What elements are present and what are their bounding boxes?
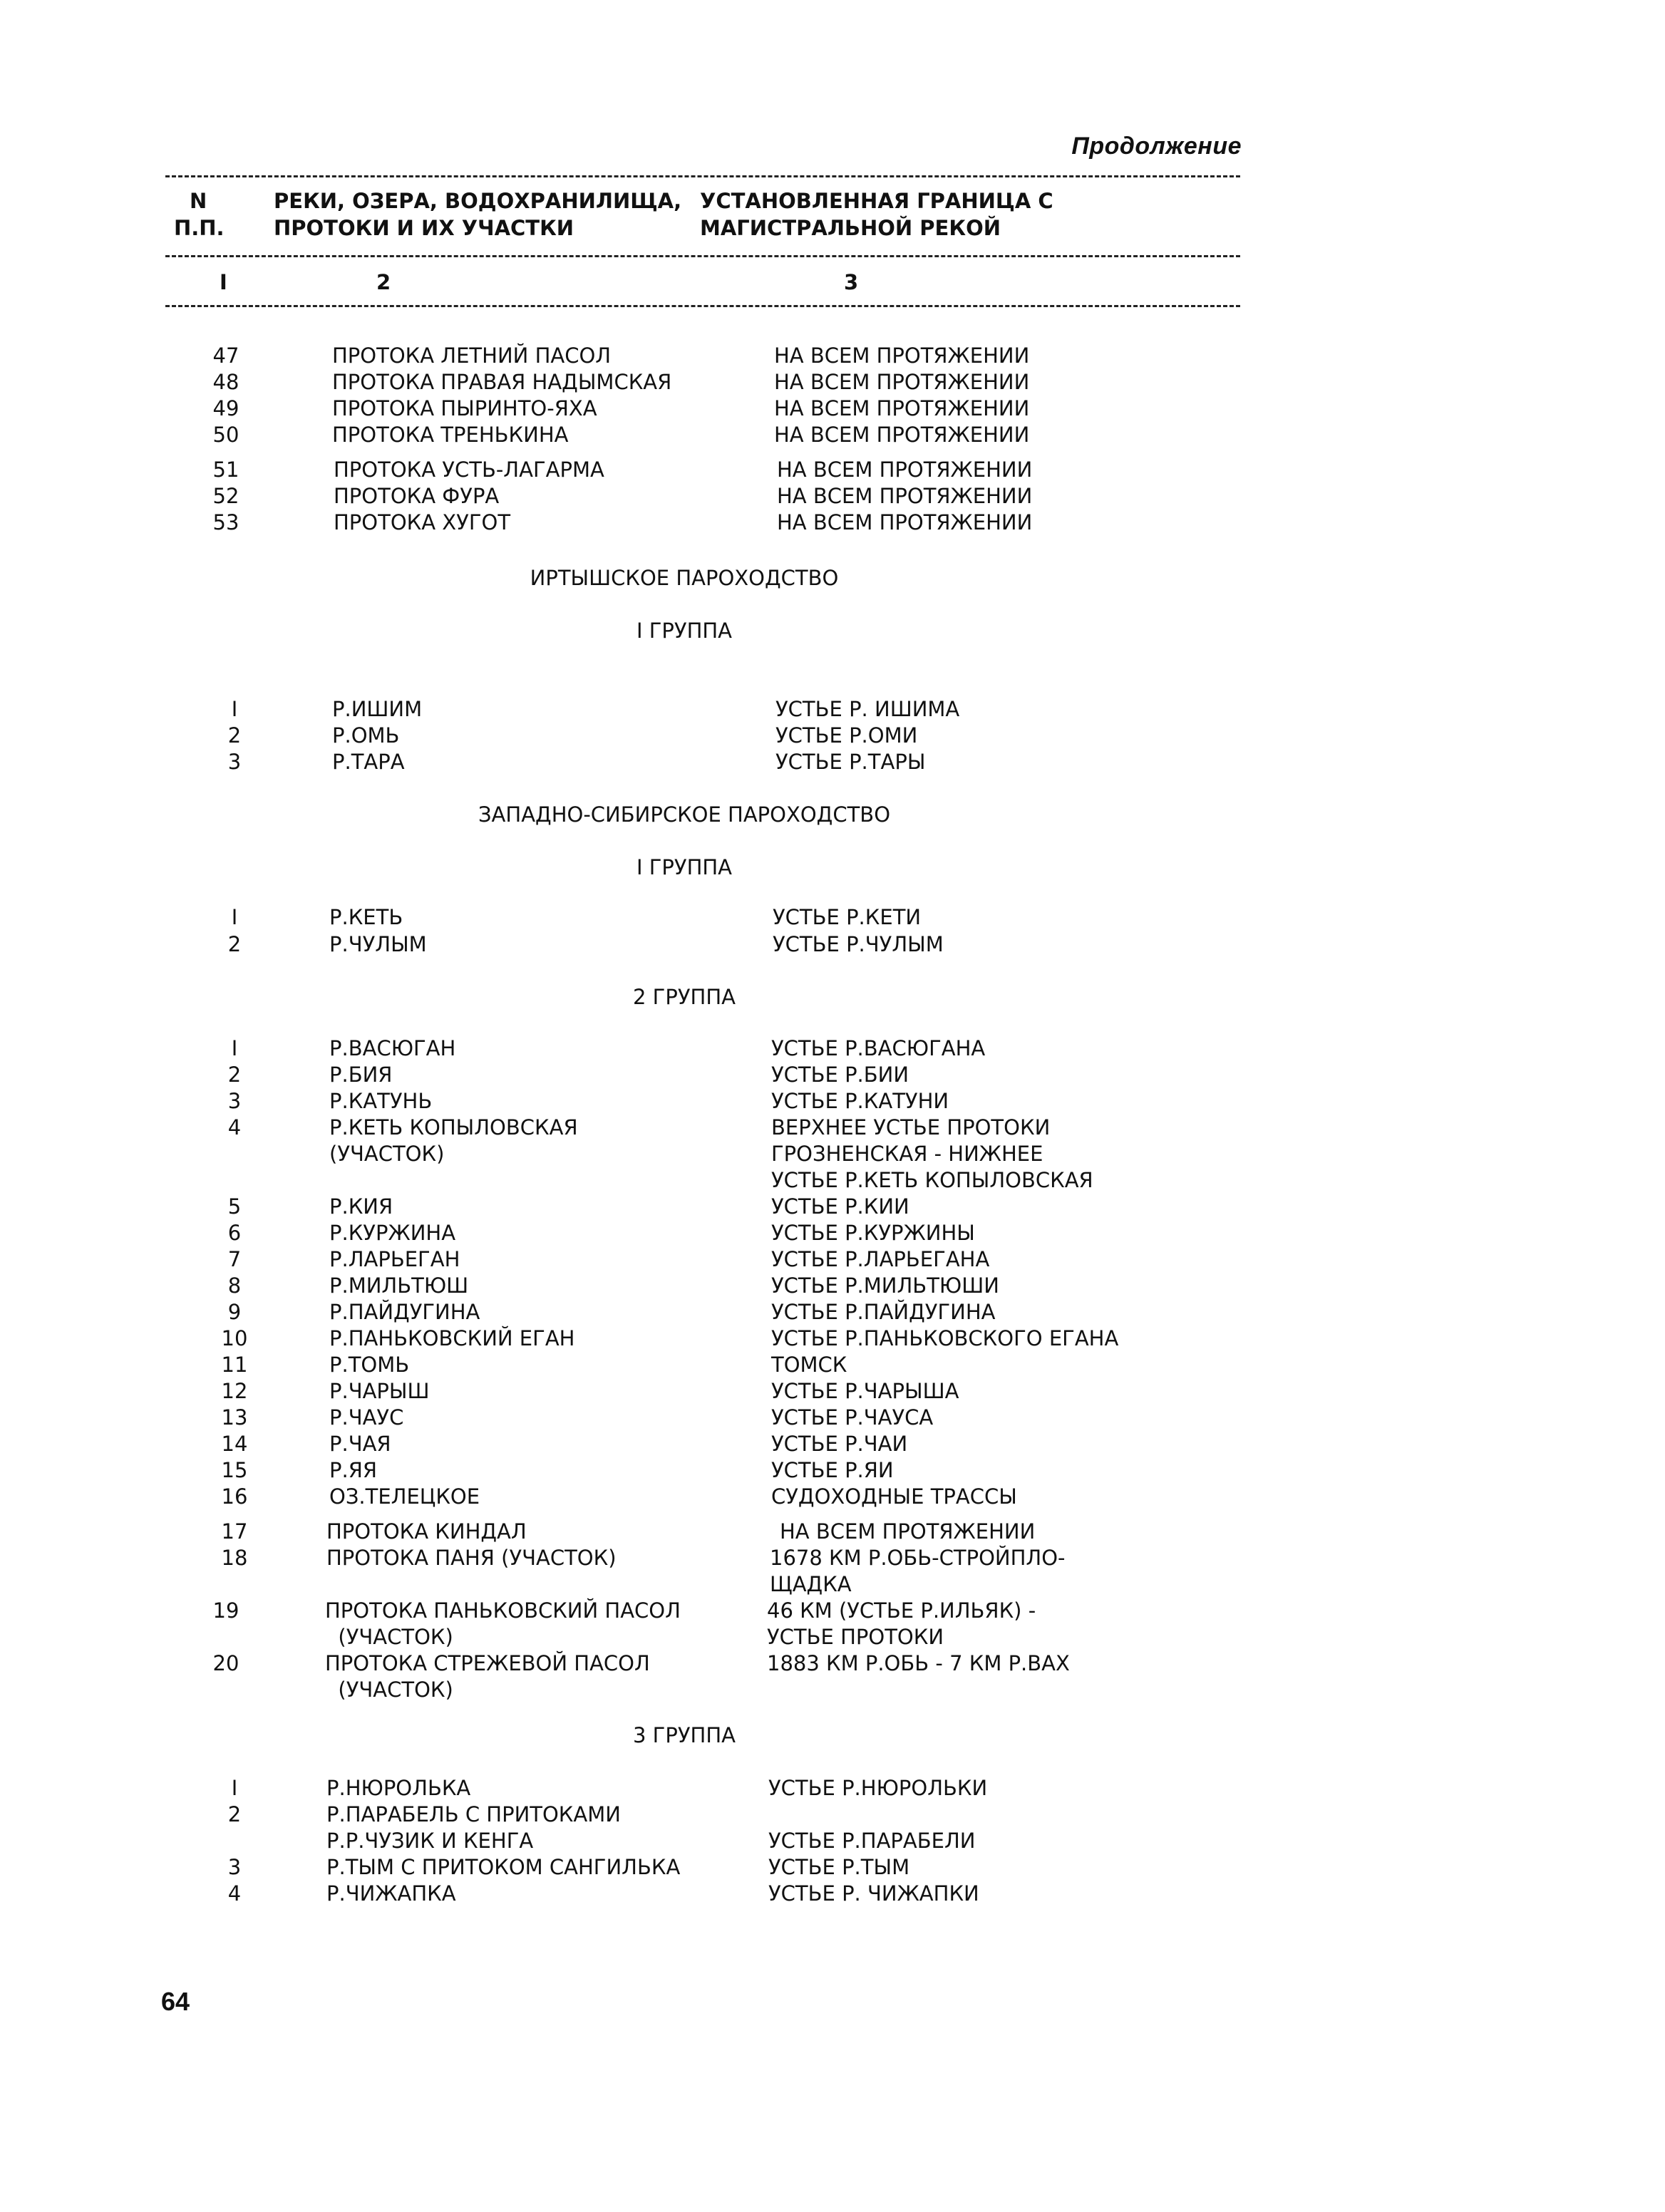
row-border: УСТЬЕ Р.КИИ: [771, 1194, 909, 1219]
row-border: УСТЬЕ Р.НЮРОЛЬКИ: [768, 1776, 988, 1800]
row-border: ГРОЗНЕНСКАЯ - НИЖНЕЕ: [771, 1142, 1043, 1166]
header-rule-top: [165, 175, 1240, 177]
row-name: Р.ЧИЖАПКА: [326, 1881, 456, 1906]
table-row: [0, 1518, 1665, 1545]
row-name: Р.КЕТЬ КОПЫЛОВСКАЯ: [329, 1115, 578, 1139]
row-number: 49: [212, 396, 239, 420]
row-border: НА ВСЕМ ПРОТЯЖЕНИИ: [774, 343, 1030, 368]
header-col2-number: 2: [376, 270, 391, 294]
row-number: 3: [227, 1855, 242, 1879]
row-border: УСТЬЕ Р.ПАНЬКОВСКОГО ЕГАНА: [771, 1326, 1119, 1350]
row-border: УСТЬЕ Р.БИИ: [771, 1063, 909, 1087]
row-number: 20: [212, 1651, 239, 1675]
row-border: СУДОХОДНЫЕ ТРАССЫ: [771, 1484, 1017, 1509]
row-name: Р.Р.ЧУЗИК И КЕНГА: [326, 1829, 534, 1853]
header-col2-line2: ПРОТОКИ И ИХ УЧАСТКИ: [274, 216, 574, 240]
row-number: 4: [227, 1881, 242, 1906]
row-border: УСТЬЕ Р. ИШИМА: [775, 697, 960, 721]
row-name: ПРОТОКА ТРЕНЬКИНА: [332, 423, 569, 447]
table-row: [0, 368, 1665, 396]
row-border: УСТЬЕ Р.ОМИ: [775, 723, 918, 748]
table-row: [0, 1774, 1665, 1802]
row-number: 15: [221, 1458, 248, 1482]
table-row: [0, 1483, 1665, 1510]
table-row: [0, 696, 1665, 723]
table-row: [0, 1827, 1665, 1854]
row-border: УСТЬЕ Р.МИЛЬТЮШИ: [771, 1273, 999, 1298]
row-number: 11: [221, 1353, 248, 1377]
table-row: [0, 1854, 1665, 1881]
row-number: 2: [227, 723, 242, 748]
table-row: [0, 1404, 1665, 1431]
row-number: 2: [227, 1802, 242, 1826]
row-number: I: [231, 1036, 238, 1060]
row-number: 5: [227, 1194, 242, 1219]
row-number: 7: [227, 1247, 242, 1271]
row-border: УСТЬЕ ПРОТОКИ: [767, 1625, 944, 1649]
row-name: Р.ЧАРЫШ: [329, 1379, 430, 1403]
row-number: 10: [221, 1326, 248, 1350]
table-row: [0, 421, 1665, 448]
row-border: НА ВСЕМ ПРОТЯЖЕНИИ: [774, 396, 1030, 420]
row-number: 3: [227, 1089, 242, 1113]
row-name: Р.ТЫМ С ПРИТОКОМ САНГИЛЬКА: [326, 1855, 681, 1879]
row-name: Р.ЧАУС: [329, 1405, 404, 1430]
row-name: ПРОТОКА ХУГОТ: [334, 510, 511, 534]
row-name: ПРОТОКА ЛЕТНИЙ ПАСОЛ: [332, 343, 612, 368]
row-border: НА ВСЕМ ПРОТЯЖЕНИИ: [777, 484, 1033, 508]
table-row: [0, 1087, 1665, 1115]
row-number: 47: [212, 343, 239, 368]
row-name: ПРОТОКА ФУРА: [334, 484, 500, 508]
section-title-west-siberian: ЗАПАДНО-СИБИРСКОЕ ПАРОХОДСТВО: [478, 802, 891, 827]
table-row: [0, 1167, 1665, 1194]
table-row: [0, 456, 1665, 483]
row-border: УСТЬЕ Р.КАТУНИ: [771, 1089, 949, 1113]
row-name: Р.ТАРА: [332, 750, 405, 774]
row-name: Р.ЛАРЬЕГАН: [329, 1247, 460, 1271]
row-name: ПРОТОКА СТРЕЖЕВОЙ ПАСОЛ: [325, 1651, 650, 1675]
header-col3-line1: УСТАНОВЛЕННАЯ ГРАНИЦА С: [700, 189, 1053, 213]
row-border: УСТЬЕ Р.ЧАУСА: [771, 1405, 934, 1430]
row-number: 4: [227, 1115, 242, 1139]
row-border: УСТЬЕ Р. ЧИЖАПКИ: [768, 1881, 979, 1906]
row-number: I: [231, 1776, 238, 1800]
row-border: НА ВСЕМ ПРОТЯЖЕНИИ: [777, 510, 1033, 534]
header-col1-line1: N: [190, 189, 207, 213]
row-border: 1678 КМ Р.ОБЬ-СТРОЙПЛО-: [770, 1546, 1066, 1570]
table-row: [0, 1140, 1665, 1167]
row-border: УСТЬЕ Р.КЕТЬ КОПЫЛОВСКАЯ: [771, 1168, 1093, 1192]
continued-label: Продолжение: [1071, 133, 1242, 160]
row-number: 18: [221, 1546, 248, 1570]
row-name: (УЧАСТОК): [325, 1625, 453, 1649]
row-border: УСТЬЕ Р.КУРЖИНЫ: [771, 1221, 975, 1245]
row-name: (УЧАСТОК): [325, 1678, 453, 1702]
row-name: Р.МИЛЬТЮШ: [329, 1273, 469, 1298]
row-name: ПРОТОКА ПАНЬКОВСКИЙ ПАСОЛ: [325, 1598, 681, 1623]
row-name: Р.КИЯ: [329, 1194, 393, 1219]
row-name: ПРОТОКА УСТЬ-ЛАГАРМА: [334, 458, 604, 482]
row-border: НА ВСЕМ ПРОТЯЖЕНИИ: [774, 370, 1030, 394]
row-border: УСТЬЕ Р.ПАРАБЕЛИ: [768, 1829, 976, 1853]
row-border: НА ВСЕМ ПРОТЯЖЕНИИ: [777, 458, 1033, 482]
table-row: [0, 1035, 1665, 1062]
group-title: 2 ГРУППА: [633, 985, 736, 1009]
row-number: 2: [227, 932, 242, 956]
row-number: 8: [227, 1273, 242, 1298]
row-name: Р.БИЯ: [329, 1063, 393, 1087]
table-row: [0, 904, 1665, 931]
row-border: УСТЬЕ Р.ЧУЛЫМ: [773, 932, 944, 956]
row-number: 52: [212, 484, 239, 508]
row-border: УСТЬЕ Р.ЧАРЫША: [771, 1379, 959, 1403]
row-number: 19: [212, 1598, 239, 1623]
table-row: [0, 395, 1665, 422]
row-name: Р.НЮРОЛЬКА: [326, 1776, 471, 1800]
table-row: [0, 1246, 1665, 1273]
row-border: УСТЬЕ Р.ПАЙДУГИНА: [771, 1300, 996, 1324]
table-row: [0, 1676, 1665, 1703]
table-row: [0, 1597, 1665, 1624]
row-number: 3: [227, 750, 242, 774]
table-row: [0, 1272, 1665, 1299]
row-border: УСТЬЕ Р.ТАРЫ: [775, 750, 926, 774]
row-name: Р.ЯЯ: [329, 1458, 378, 1482]
table-row: [0, 1351, 1665, 1378]
table-row: [0, 1219, 1665, 1246]
header-rule-bottom: [165, 305, 1240, 307]
section-title-irtysh: ИРТЫШСКОЕ ПАРОХОДСТВО: [530, 566, 839, 590]
table-row: [0, 748, 1665, 775]
table-row: [0, 931, 1665, 958]
row-name: Р.КУРЖИНА: [329, 1221, 456, 1245]
row-border: УСТЬЕ Р.ЧАИ: [771, 1432, 908, 1456]
row-number: I: [231, 697, 238, 721]
row-name: Р.ВАСЮГАН: [329, 1036, 456, 1060]
table-row: [0, 342, 1665, 369]
row-name: ПРОТОКА КИНДАЛ: [326, 1519, 527, 1544]
row-name: ОЗ.ТЕЛЕЦКОЕ: [329, 1484, 480, 1509]
row-name: Р.ОМЬ: [332, 723, 400, 748]
row-border: УСТЬЕ Р.ЛАРЬЕГАНА: [771, 1247, 990, 1271]
row-name: ПРОТОКА ПРАВАЯ НАДЫМСКАЯ: [332, 370, 672, 394]
row-border: УСТЬЕ Р.ТЫМ: [768, 1855, 910, 1879]
row-border: УСТЬЕ Р.ВАСЮГАНА: [771, 1036, 986, 1060]
row-number: 17: [221, 1519, 248, 1544]
page-number: 64: [161, 1987, 190, 2016]
table-row: [0, 509, 1665, 536]
row-name: Р.КАТУНЬ: [329, 1089, 433, 1113]
row-name: Р.КЕТЬ: [329, 905, 403, 929]
row-number: 14: [221, 1432, 248, 1456]
row-number: 2: [227, 1063, 242, 1087]
table-row: [0, 1650, 1665, 1677]
row-number: 13: [221, 1405, 248, 1430]
header-col3-line2: МАГИСТРАЛЬНОЙ РЕКОЙ: [700, 216, 1001, 240]
row-number: 51: [212, 458, 239, 482]
table-row: [0, 1571, 1665, 1598]
row-name: Р.ПАЙДУГИНА: [329, 1300, 480, 1324]
table-row: [0, 482, 1665, 510]
table-row: [0, 1298, 1665, 1325]
row-number: 9: [227, 1300, 242, 1324]
table-row: [0, 1544, 1665, 1571]
row-name: Р.ПАНЬКОВСКИЙ ЕГАН: [329, 1326, 575, 1350]
table-row: [0, 1623, 1665, 1650]
row-border: УСТЬЕ Р.КЕТИ: [773, 905, 922, 929]
row-number: 16: [221, 1484, 248, 1509]
row-name: Р.ИШИМ: [332, 697, 423, 721]
header-col1-line2: П.П.: [174, 216, 225, 240]
table-row: [0, 1061, 1665, 1088]
row-number: 48: [212, 370, 239, 394]
row-name: Р.ЧУЛЫМ: [329, 932, 427, 956]
row-name: (УЧАСТОК): [329, 1142, 445, 1166]
table-row: [0, 1801, 1665, 1828]
header-rule-middle: [165, 255, 1240, 257]
row-name: ПРОТОКА ПАНЯ (УЧАСТОК): [326, 1546, 617, 1570]
table-row: [0, 1430, 1665, 1457]
header-col2-line1: РЕКИ, ОЗЕРА, ВОДОХРАНИЛИЩА,: [274, 189, 682, 213]
header-col3-number: 3: [844, 270, 859, 294]
table-row: [0, 1325, 1665, 1352]
table-row: [0, 1880, 1665, 1907]
row-border: УСТЬЕ Р.ЯИ: [771, 1458, 894, 1482]
row-name: Р.ПАРАБЕЛЬ С ПРИТОКАМИ: [326, 1802, 621, 1826]
row-border: ЩАДКА: [770, 1572, 852, 1596]
row-border: 46 КМ (УСТЬЕ Р.ИЛЬЯК) -: [767, 1598, 1036, 1623]
row-number: 50: [212, 423, 239, 447]
row-number: 6: [227, 1221, 242, 1245]
table-row: [0, 722, 1665, 749]
row-border: ВЕРХНЕЕ УСТЬЕ ПРОТОКИ: [771, 1115, 1051, 1139]
row-number: 53: [212, 510, 239, 534]
row-name: Р.ЧАЯ: [329, 1432, 391, 1456]
row-border: НА ВСЕМ ПРОТЯЖЕНИИ: [774, 423, 1030, 447]
row-border: 1883 КМ Р.ОБЬ - 7 КМ Р.ВАХ: [767, 1651, 1070, 1675]
table-row: [0, 1457, 1665, 1484]
row-number: I: [231, 905, 238, 929]
group-title: I ГРУППА: [636, 619, 733, 643]
row-name: Р.ТОМЬ: [329, 1353, 410, 1377]
table-row: [0, 1193, 1665, 1220]
table-row: [0, 1114, 1665, 1141]
group-title: I ГРУППА: [636, 855, 733, 879]
row-name: ПРОТОКА ПЫРИНТО-ЯХА: [332, 396, 597, 420]
row-border: НА ВСЕМ ПРОТЯЖЕНИИ: [780, 1519, 1036, 1544]
table-row: [0, 1378, 1665, 1405]
row-number: 12: [221, 1379, 248, 1403]
header-col1-number: I: [220, 270, 227, 294]
group-title: 3 ГРУППА: [633, 1723, 736, 1747]
row-border: ТОМСК: [771, 1353, 847, 1377]
